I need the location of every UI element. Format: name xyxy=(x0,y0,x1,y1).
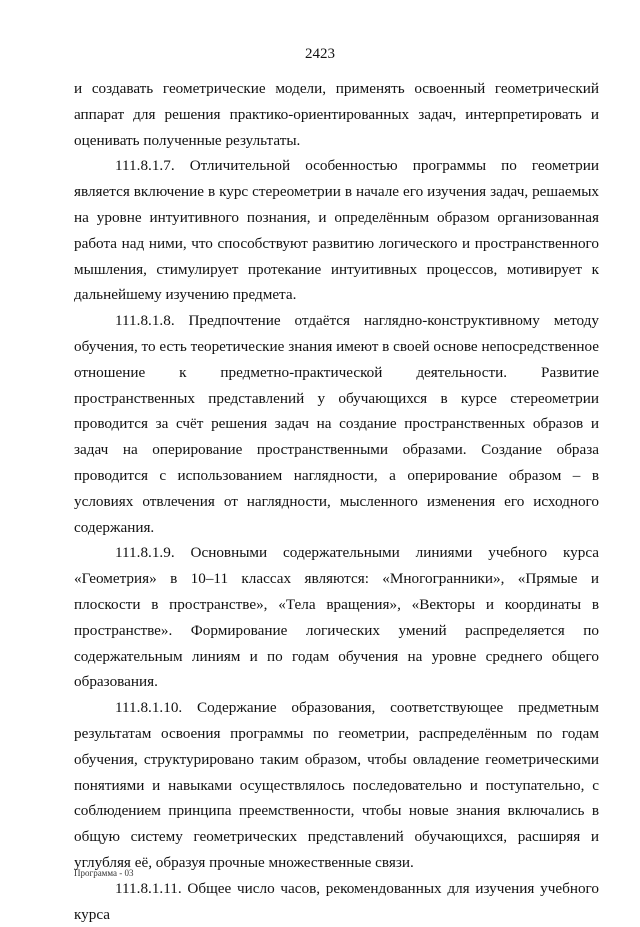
paragraph-111-8-1-7: 111.8.1.7. Отличительной особенностью программы по геометрии является включение в курс стереометрии в начале его изучения задач, решаемых на уровне интуитивного познания, и определённым образом организованная работа над ними, что способствуют развитию логического и пространственного мышления, стимулирует протекание интуитивных процессов, мотивирует к дальнейшему изучению предмета. xyxy=(74,157,599,304)
page-number: 2423 xyxy=(305,46,335,62)
paragraph-111-8-1-10: 111.8.1.10. Содержание образования, соответствующее предметным результатам освоения программы по геометрии, распределённым по годам обучения, структурировано таким образом, чтобы овладение геометрическими понятиями и навыками осуществлялось последовательно и поступательно, с соблюдением принципа преемственности, чтобы новые знания включались в общую систему геометрических представлений обучающихся, расширяя и углубляя её, образуя прочные множественные связи. xyxy=(74,699,599,871)
paragraph-111-8-1-8: 111.8.1.8. Предпочтение отдаётся наглядно-конструктивному методу обучения, то есть теоретические знания имеют в своей основе непосредственное отношение к предметно-практической деятельности. Развитие пространственных представлений у обучающихся в курсе стереометрии проводится за счёт решения задач на создание пространственных образов и задач на оперирование пространственными образами. Создание образа проводится с использованием наглядности, а оперирование образом – в условиях отвлечения от наглядности, мысленного изменения его исходного содержания. xyxy=(74,312,599,536)
page-footer: Программа - 03 xyxy=(74,868,134,878)
body-text xyxy=(74,76,599,927)
paragraph-111-8-1-9: 111.8.1.9. Основными содержательными линиями учебного курса «Геометрия» в 10–11 классах являются: «Многогранники», «Прямые и плоскости в пространстве», «Тела вращения», «Векторы и координаты в пространстве». Формирование логических умений распределяется по содержательным линиям и по годам обучения на уровне среднего общего образования. xyxy=(74,544,599,691)
paragraph-111-8-1-11: 111.8.1.11. Общее число часов, рекомендованных для изучения учебного курса xyxy=(74,879,599,923)
paragraph-continuation: и создавать геометрические модели, применять освоенный геометрический аппарат для решения практико-ориентированных задач, интерпретировать и оценивать полученные результаты. xyxy=(74,80,599,149)
